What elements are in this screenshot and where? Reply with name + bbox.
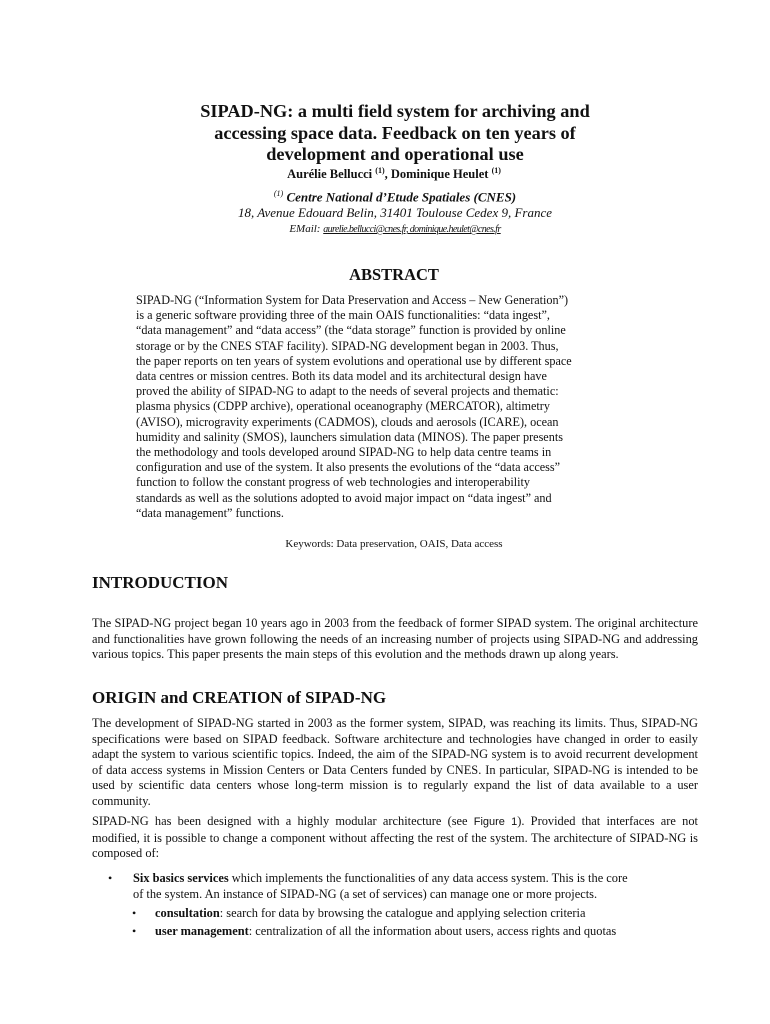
introduction-heading: INTRODUCTION: [92, 573, 229, 592]
bullet-text: : centralization of all the information about users, access rights and quotas: [248, 924, 617, 938]
bullet-item-services: [133, 871, 708, 902]
bullet-icon: •: [132, 924, 137, 938]
affiliation-address: 18, Avenue Edouard Belin, 31401 Toulouse Cedex 9, France: [238, 205, 552, 220]
sub-bullet-user-management: [155, 924, 715, 940]
abstract-line: function to follow the constant progress of web technologies and interoperability: [136, 475, 530, 490]
abstract-line: “data management” functions.: [136, 505, 284, 520]
origin-paragraph-1: The development of SIPAD-NG started in 2003 as the former system, SIPAD, was reaching its limits. Thus, SIPAD-NG specifications were based on SIPAD feedback. Software architecture and technologies have changed in order to easily adapt the system to various scientific topics. Indeed, the aim of the SIPAD-NG system is to avoid recurrent development of data access systems in Mission Centers or Data Centers funded by CNES. In particular, SIPAD-NG is intended to be used by scientific data centers whose long-term mission is to regularly expand the list of data available to a user community.: [92, 716, 698, 808]
abstract-line: data centres or mission centres. Both its data model and its architectural design have: [136, 369, 547, 384]
abstract-line: (AVISO), microgravity experiments (CADMOS), clouds and aerosols (ICARE), ocean: [136, 414, 559, 429]
title-line-3: development and operational use: [266, 144, 524, 164]
author-list: [0, 166, 770, 182]
affiliation-ref: (1): [491, 166, 501, 175]
abstract-text: [136, 293, 656, 521]
affiliation-organization: Centre National d’Etude Spatiales (CNES): [286, 189, 517, 205]
bullet-text: : search for data by browsing the catalogue and applying selection criteria: [219, 906, 586, 920]
title-line-2: accessing space data. Feedback on ten years of: [214, 122, 576, 143]
abstract-line: the methodology and tools developed around SIPAD-NG to help data centre teams in: [136, 445, 552, 460]
origin-paragraph-2: [92, 814, 698, 862]
abstract-line: configuration and use of the system. It also presents the evolutions of the “data access”: [136, 460, 561, 475]
abstract-line: “data management” and “data access” (the “data storage” function is provided by online: [136, 323, 566, 338]
bullet-text: which implements the functionalities of any data access system. This is the core: [228, 871, 628, 885]
introduction-paragraph: The SIPAD-NG project began 10 years ago in 2003 from the feedback of former SIPAD system. The original architecture and functionalities have grown following the needs of an increasing number of projects using SIPAD-NG and addressing various topics. This paper presents the main steps of this evolution and the methods drawn up along years.: [92, 616, 698, 662]
email-label: EMail:: [289, 223, 324, 235]
abstract-line: humidity and salinity (SMOS), launchers simulation data (MINOS). The paper presents: [136, 429, 563, 444]
affiliation-ref: (1): [273, 189, 284, 198]
bullet-text: of the system. An instance of SIPAD-NG (a set of services) can manage one or more projects.: [133, 886, 598, 901]
abstract-line: proved the ability of SIPAD-NG to adapt to the needs of several projects and thematic:: [136, 384, 559, 399]
affiliation-ref: (1): [375, 166, 385, 175]
bullet-icon: •: [108, 871, 113, 885]
keywords: Keywords: Data preservation, OAIS, Data access: [285, 538, 503, 550]
paragraph-text: ). Provided that interfaces are not modified, it is possible to change a component without affecting the rest of the system. The architecture of SIPAD-NG is composed of:: [92, 814, 698, 861]
paragraph-text: SIPAD-NG has been designed with a highly modular architecture (see: [92, 814, 474, 828]
bullet-bold-label: Six basics services: [133, 871, 229, 885]
abstract-line: is a generic software providing three of the main OAIS functionalities: “data ingest”,: [136, 308, 550, 323]
author-separator: ,: [384, 167, 391, 182]
bullet-icon: •: [132, 906, 137, 920]
abstract-line: the paper reports on ten years of system evolutions and operational use by different space: [136, 353, 572, 368]
title-line-1: SIPAD-NG: a multi field system for archiving and: [200, 101, 590, 121]
abstract-line: storage or by the CNES STAF facility). SIPAD-NG development began in 2003. Thus,: [136, 338, 559, 353]
abstract-heading: ABSTRACT: [349, 265, 439, 284]
abstract-line: standards as well as the solutions adopted to avoid major impact on “data ingest” and: [136, 490, 552, 505]
email-link[interactable]: aurelie.bellucci@cnes.fr, dominique.heulet@cnes.fr: [323, 224, 501, 235]
author-name: Aurélie Bellucci: [287, 167, 373, 182]
sub-bullet-consultation: [155, 906, 715, 922]
paper-title: [0, 101, 770, 166]
origin-heading: ORIGIN and CREATION of SIPAD-NG: [92, 688, 387, 707]
abstract-line: plasma physics (CDPP archive), operational oceanography (MERCATOR), altimetry: [136, 399, 550, 414]
bullet-bold-label: consultation: [155, 906, 220, 920]
email-line: [0, 223, 770, 235]
affiliation: [0, 189, 770, 205]
abstract-line: SIPAD-NG (“Information System for Data Preservation and Access – New Generation”): [136, 293, 569, 307]
author-name: Dominique Heulet: [390, 167, 489, 182]
bullet-bold-label: user management: [155, 924, 249, 938]
figure-reference[interactable]: Figure 1: [473, 816, 518, 828]
